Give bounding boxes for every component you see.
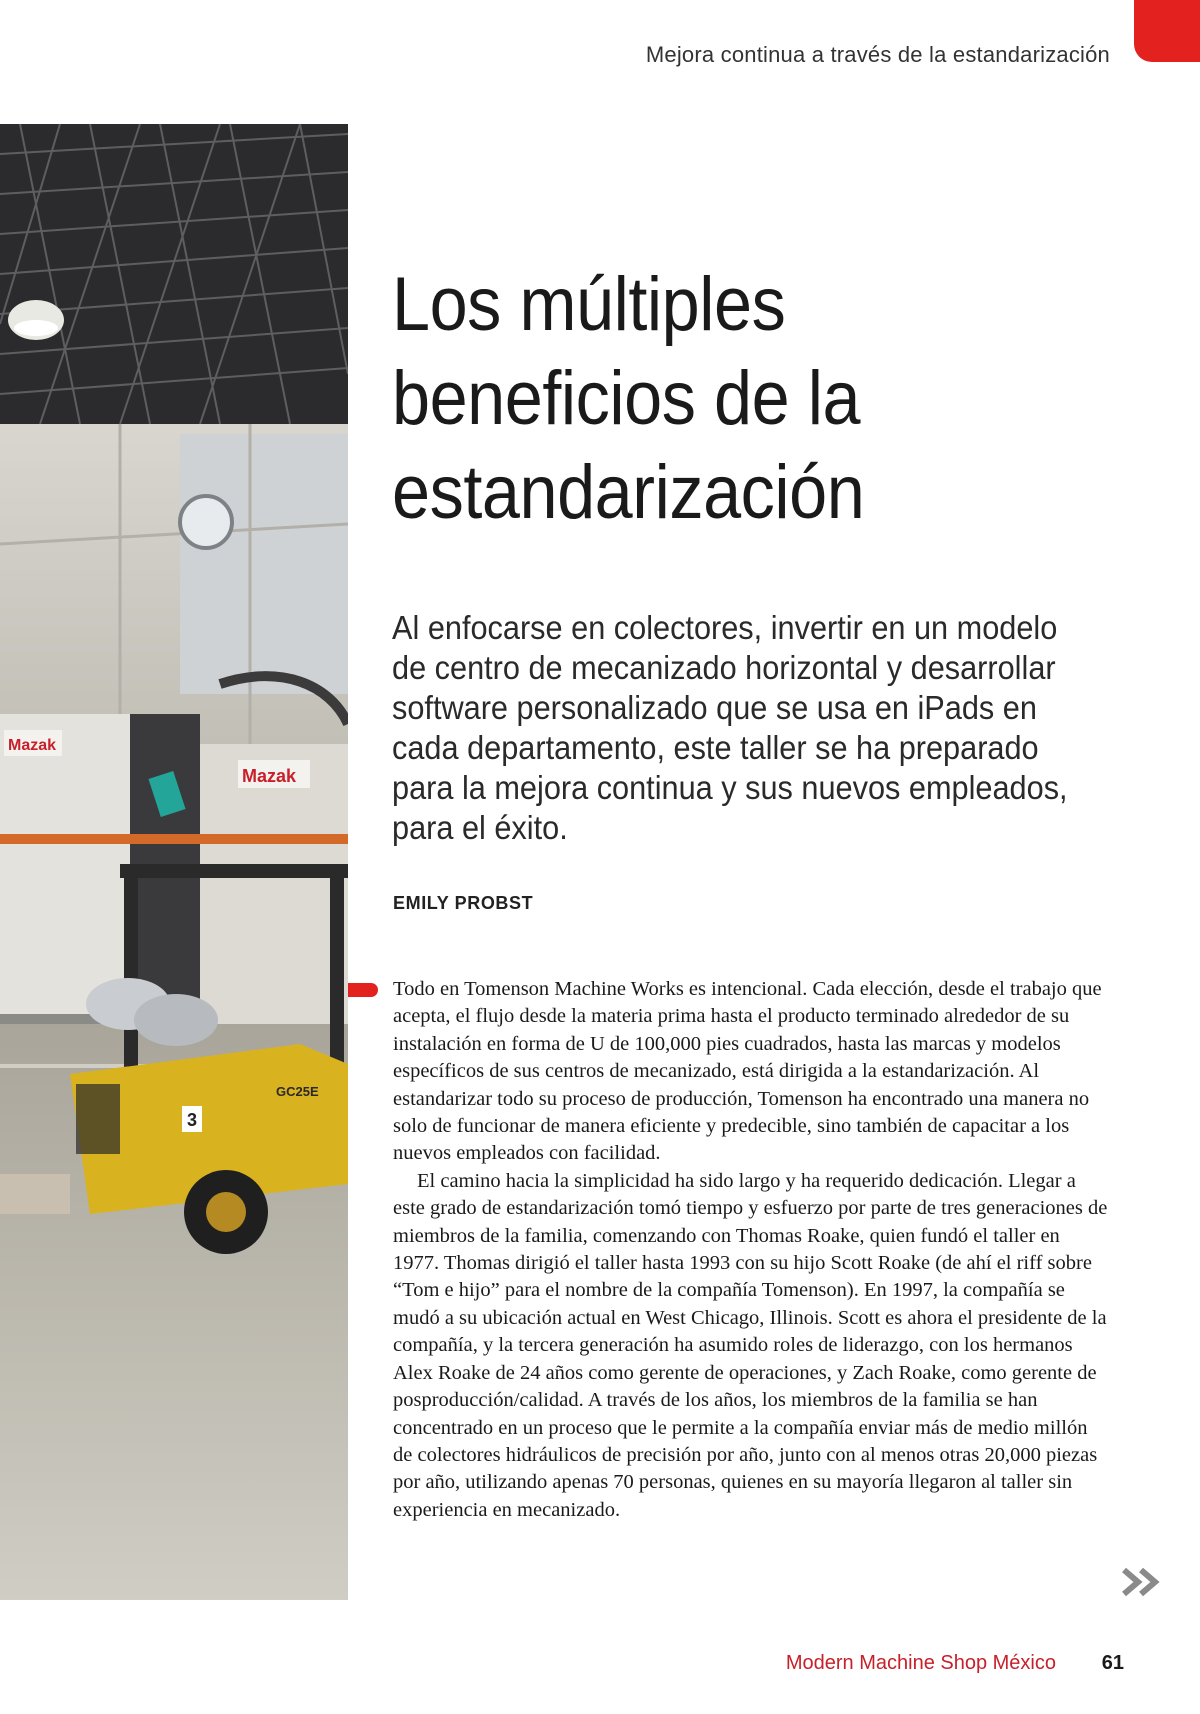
article-dek: Al enfocarse en colectores, invertir en un modelo de centro de mecanizado horizontal y desarrollar software personalizado que se usa en iPads en cada departamento, este taller se ha preparado para la mejora continua y sus nuevos empleados, para el éxito.	[392, 609, 1068, 846]
body-paragraph: Todo en Tomenson Machine Works es intencional. Cada elección, desde el trabajo que acepta, el flujo desde la materia prima hasta el producto terminado alrededor de su instalación en forma de U de 100,000 pies cuadrados, hasta las marcas y modelos específicos de sus centros de mecanizado, está dirigida a la estandarización. Al estandarizar todo su proceso de producción, Tomenson ha encontrado una manera no solo de funcionar de manera eficiente y predecible, sino también de capacitar a los nuevos empleados con facilidad.	[393, 978, 1102, 1165]
forklift-number: 3	[187, 1110, 198, 1130]
running-head: Mejora continua a través de la estandarización	[645, 42, 1110, 67]
mazak-label-right: Mazak	[242, 766, 297, 786]
section-tab	[1134, 0, 1200, 62]
article-start-marker	[348, 983, 378, 997]
article-title: Los múltiples beneficios de la estandarización	[392, 262, 865, 535]
byline: EMILY PROBST	[393, 893, 534, 913]
page-number: 61	[1101, 1652, 1124, 1674]
mazak-label-left: Mazak	[8, 737, 57, 754]
double-chevron-right-icon	[1121, 1567, 1163, 1597]
publication-name: Modern Machine Shop México	[785, 1652, 1056, 1674]
warehouse-forklift-photo	[0, 124, 348, 1600]
article-body	[393, 976, 1111, 1524]
forklift-model: GC25E	[276, 1084, 319, 1099]
body-paragraph: El camino hacia la simplicidad ha sido largo y ha requerido dedicación. Llegar a este grado de estandarización tomó tiempo y esfuerzo por parte de tres generaciones de miembros de la familia, comenzando con Thomas Roake, quien fundó el taller en 1977. Thomas dirigió el taller hasta 1993 con su hijo Scott Roake (de ahí el riff sobre “Tom e hijo” para el nombre de la compañía Tomenson). En 1997, la compañía se mudó a su ubicación actual en West Chicago, Illinois. Scott es ahora el presidente de la compañía, y la tercera generación ha asumido roles de liderazgo, con los hermanos Alex Roake de 24 años como gerente de operaciones, y Zach Roake, como gerente de posproducción/calidad. A través de los años, los miembros de la familia se han concentrado en un proceso que le permite a la compañía enviar más de medio millón de colectores hidráulicos de precisión por año, junto con al menos otras 20,000 piezas por año, utilizando apenas 70 personas, quienes en su mayoría llegaron al taller sin experiencia en mecanizado.	[393, 1169, 1108, 1521]
